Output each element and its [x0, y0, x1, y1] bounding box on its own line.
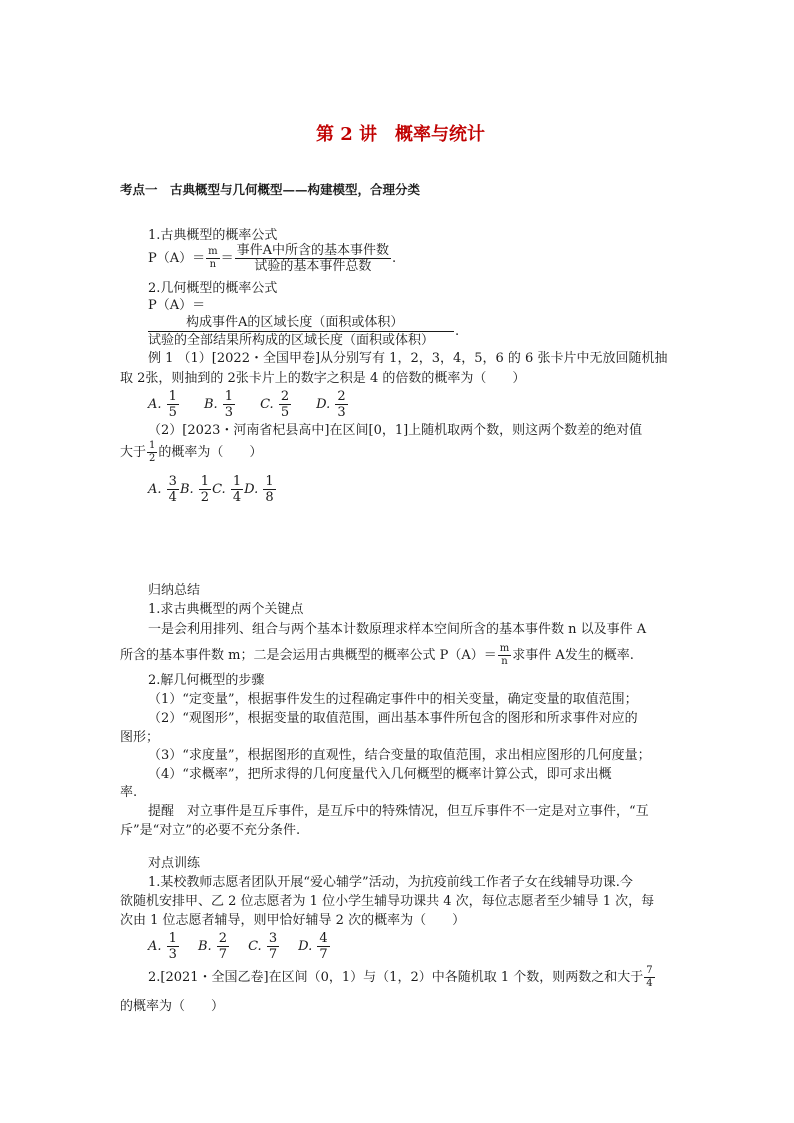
option-den: 2: [200, 490, 210, 505]
option-den: 8: [265, 490, 274, 505]
option-b[interactable]: [204, 390, 236, 419]
formula1: [148, 244, 396, 273]
summary-heading: 归纳总结: [148, 583, 201, 598]
practice-q2-line1: [148, 966, 656, 989]
option-letter: B.: [203, 397, 218, 412]
option-b[interactable]: [198, 932, 230, 961]
formula1-fraction: [235, 244, 391, 273]
option-c[interactable]: [260, 390, 292, 419]
summary-s2-heading: 2.解几何概型的步骤: [148, 673, 265, 688]
q2-prefix: 2.[2021・全国乙卷]在区间（0，1）与（1，2）中各随机取 1 个数，则两数之和大于: [148, 970, 644, 985]
option-letter: A.: [148, 482, 162, 497]
s1-n: n: [501, 656, 508, 667]
option-num: 2: [280, 389, 290, 404]
s1-m: m: [499, 643, 510, 654]
half-fraction: [147, 441, 157, 464]
summary-s2-line1: （1）“定变量”，根据事件发生的过程确定事件中的相关变量，确定变量的取值范围；: [148, 692, 638, 707]
formula2-denominator: 试验的全部结果所构成的区域长度（面积或体积）: [148, 333, 435, 348]
option-b[interactable]: [180, 475, 212, 504]
option-num: 1: [265, 474, 274, 489]
practice-q1-line2: 欲随机安排甲、乙 2 位志愿者为 1 位小学生辅导功课共 4 次，每位志愿者至少辅导 1 次，每: [120, 894, 655, 909]
option-den: 3: [337, 405, 346, 420]
option-letter: D.: [316, 397, 331, 412]
summary-s2-line2: （2）“观图形”，根据变量的取值范围，画出基本事件所包含的图形和所求事件对应的: [148, 711, 638, 726]
option-c[interactable]: [212, 475, 244, 504]
option-letter: B.: [197, 939, 212, 954]
formula2-lhs: P（A）＝: [148, 298, 206, 313]
option-c[interactable]: [248, 932, 280, 961]
example1-part2-line1: （2）[2023・河南省杞县高中]在区间[0，1]上随机取两个数，则这两个数差的绝对值: [148, 423, 643, 438]
option-num: 2: [337, 389, 346, 404]
option-num: 4: [319, 931, 328, 946]
formula2-end: .: [455, 324, 460, 339]
formula2-fraction-bar: [148, 331, 454, 332]
option-den: 7: [268, 947, 278, 962]
option-num: 1: [224, 389, 234, 404]
formula1-m-over-n: [206, 247, 219, 270]
option-den: 3: [168, 947, 177, 962]
part2-suffix: 的概率为（ ）: [158, 445, 263, 460]
part2-prefix: 大于: [120, 445, 147, 460]
summary-s1-line2: [120, 644, 634, 667]
option-letter: D.: [298, 939, 313, 954]
option-letter: C.: [212, 482, 226, 497]
option-num: 2: [218, 931, 228, 946]
option-num: 1: [168, 389, 177, 404]
option-letter: C.: [248, 939, 262, 954]
summary-s2-line3: 图形；: [120, 730, 160, 745]
summary-s2-line5: （4）“求概率”，把所求得的几何度量代入几何概型的概率计算公式，即可求出概: [148, 767, 612, 782]
option-letter: B.: [179, 482, 194, 497]
option-num: 1: [168, 931, 177, 946]
example1-part1-line1: 例 1 （1）[2022・全国甲卷]从分别写有 1，2，3，4，5，6 的 6 张卡片中无放回随机抽: [148, 351, 668, 366]
formula1-n: n: [209, 259, 217, 270]
summary-s1-line1: 一是会利用排列、组合与两个基本计数原理求样本空间所含的基本事件数 n 以及事件 A: [148, 622, 647, 637]
option-letter: A.: [148, 397, 162, 412]
example1-part2-line2: [120, 441, 262, 464]
formula1-eq: ＝: [220, 251, 234, 266]
summary-s2-line4: （3）“求度量”，根据图形的直观性，结合变量的取值范围，求出相应图形的几何度量；: [148, 748, 651, 763]
tip-line1: 提醒 对立事件是互斥事件，是互斥中的特殊情况，但互斥事件不一定是对立事件，“互: [148, 804, 649, 819]
formula1-numerator: 事件A中所含的基本事件数: [236, 243, 390, 258]
formula1-denominator: 试验的基本事件总数: [254, 259, 372, 274]
option-den: 4: [232, 490, 242, 505]
option-den: 3: [224, 405, 234, 420]
s1-m-over-n: [498, 644, 511, 667]
summary-s1-heading: 1.求古典概型的两个关键点: [148, 602, 304, 617]
option-d[interactable]: [316, 390, 349, 419]
q2-den: 4: [646, 978, 653, 989]
option-den: 7: [319, 947, 328, 962]
practice-q1-line3: 次由 1 位志愿者辅导，则甲恰好辅导 2 次的概率为（ ）: [120, 913, 466, 928]
option-d[interactable]: [244, 475, 277, 504]
s1-line2-prefix: 所含的基本事件数 m；二是会运用古典概型的概率公式 P（A）＝: [120, 648, 497, 663]
option-a[interactable]: [148, 932, 180, 961]
option-a[interactable]: [148, 390, 180, 419]
tip-line2: 斥”是“对立”的必要不充分条件.: [120, 823, 301, 838]
example1-part1-options: [148, 390, 373, 419]
summary-s2-line6: 率.: [120, 785, 138, 800]
half-den: 2: [149, 453, 156, 464]
option-den: 5: [280, 405, 290, 420]
option-num: 1: [232, 474, 242, 489]
option-den: 5: [168, 405, 177, 420]
option-letter: C.: [260, 397, 274, 412]
option-letter: A.: [148, 939, 162, 954]
option-den: 4: [168, 490, 177, 505]
option-den: 7: [218, 947, 228, 962]
formula2-heading: 2.几何概型的概率公式: [148, 281, 278, 296]
s1-line2-suffix: 求事件 A发生的概率.: [512, 648, 634, 663]
option-num: 1: [200, 474, 210, 489]
example1-part2-options: [148, 475, 277, 504]
option-num: 3: [268, 931, 278, 946]
formula1-heading: 1.古典概型的概率公式: [148, 228, 278, 243]
q2-fraction: [644, 966, 654, 989]
formula2-numerator: 构成事件A的区域长度（面积或体积）: [186, 315, 404, 330]
page-title: 第 2 讲 概率与统计: [316, 124, 486, 145]
formula1-m: m: [208, 246, 218, 257]
option-a[interactable]: [148, 475, 180, 504]
formula1-lhs: P（A）＝: [148, 251, 206, 266]
example1-part1-line2: 取 2张，则抽到的 2张卡片上的数字之积是 4 的倍数的概率为（ ）: [120, 371, 526, 386]
formula1-end: .: [392, 251, 397, 266]
option-num: 3: [168, 474, 177, 489]
half-num: 1: [149, 440, 156, 451]
practice-q1-options: [148, 932, 355, 961]
option-d[interactable]: [298, 932, 331, 961]
practice-q2-line2: 的概率为（ ）: [120, 999, 225, 1014]
option-letter: D.: [244, 482, 259, 497]
practice-q1-line1: 1.某校教师志愿者团队开展“爱心辅学”活动，为抗疫前线工作者子女在线辅导功课.今: [148, 875, 633, 890]
q2-num: 7: [646, 965, 653, 976]
section-heading: 考点一 古典概型与几何概型——构建模型，合理分类: [120, 182, 421, 197]
practice-heading: 对点训练: [148, 856, 201, 871]
